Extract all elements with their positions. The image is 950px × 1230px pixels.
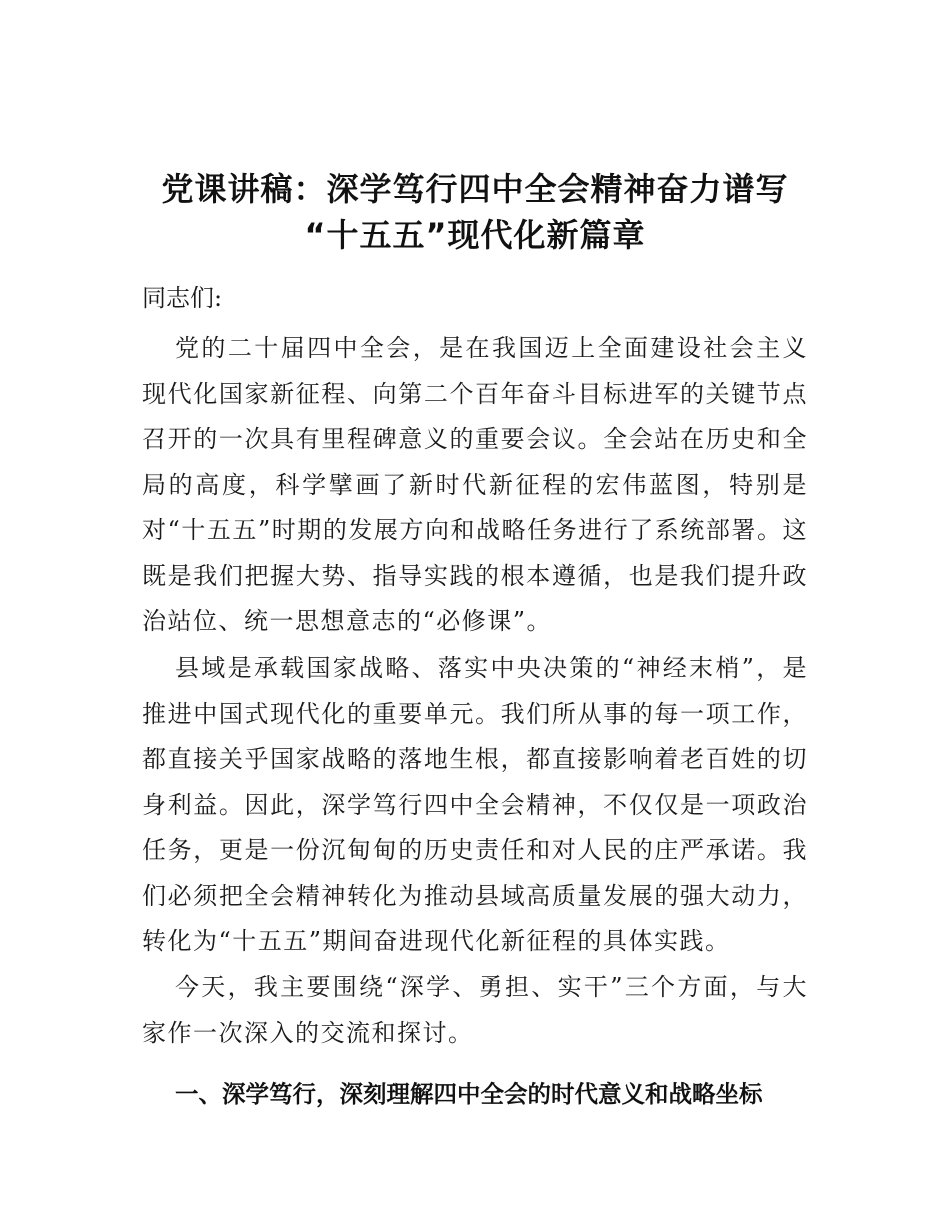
document-title <box>120 166 830 258</box>
section-heading-1: 一、深学笃行，深刻理解四中全会的时代意义和战略坐标 <box>175 1080 763 1108</box>
paragraph-2: 县域是承载国家战略、落实中央决策的“神经末梢”，是推进中国式现代化的重要单元。我们所从事的每一项工作，都直接关乎国家战略的落地生根，都直接影响着老百姓的切身利益。因此，深学笃行四中全会精神，不仅仅是一项政治任务，更是一份沉甸甸的历史责任和对人民的庄严承诺。我们必须把全会精神转化为推动县域高质量发展的强大动力，转化为“十五五”期间奋进现代化新征程的具体实践。 <box>142 654 808 955</box>
paragraph-3: 今天，我主要围绕“深学、勇担、实干”三个方面，与大家作一次深入的交流和探讨。 <box>142 973 808 1047</box>
title-line-1: 党课讲稿：深学笃行四中全会精神奋力谱写 <box>161 170 789 208</box>
salutation: 同志们: <box>142 284 223 312</box>
title-line-2: “十五五”现代化新篇章 <box>304 216 646 254</box>
paragraph-1: 党的二十届四中全会，是在我国迈上全面建设社会主义现代化国家新征程、向第二个百年奋斗目标进军的关键节点召开的一次具有里程碑意义的重要会议。全会站在历史和全局的高度，科学擘画了新时代新征程的宏伟蓝图，特别是对“十五五”时期的发展方向和战略任务进行了系统部署。这既是我们把握大势、指导实践的根本遵循，也是我们提升政治站位、统一思想意志的“必修课”。 <box>142 334 808 635</box>
